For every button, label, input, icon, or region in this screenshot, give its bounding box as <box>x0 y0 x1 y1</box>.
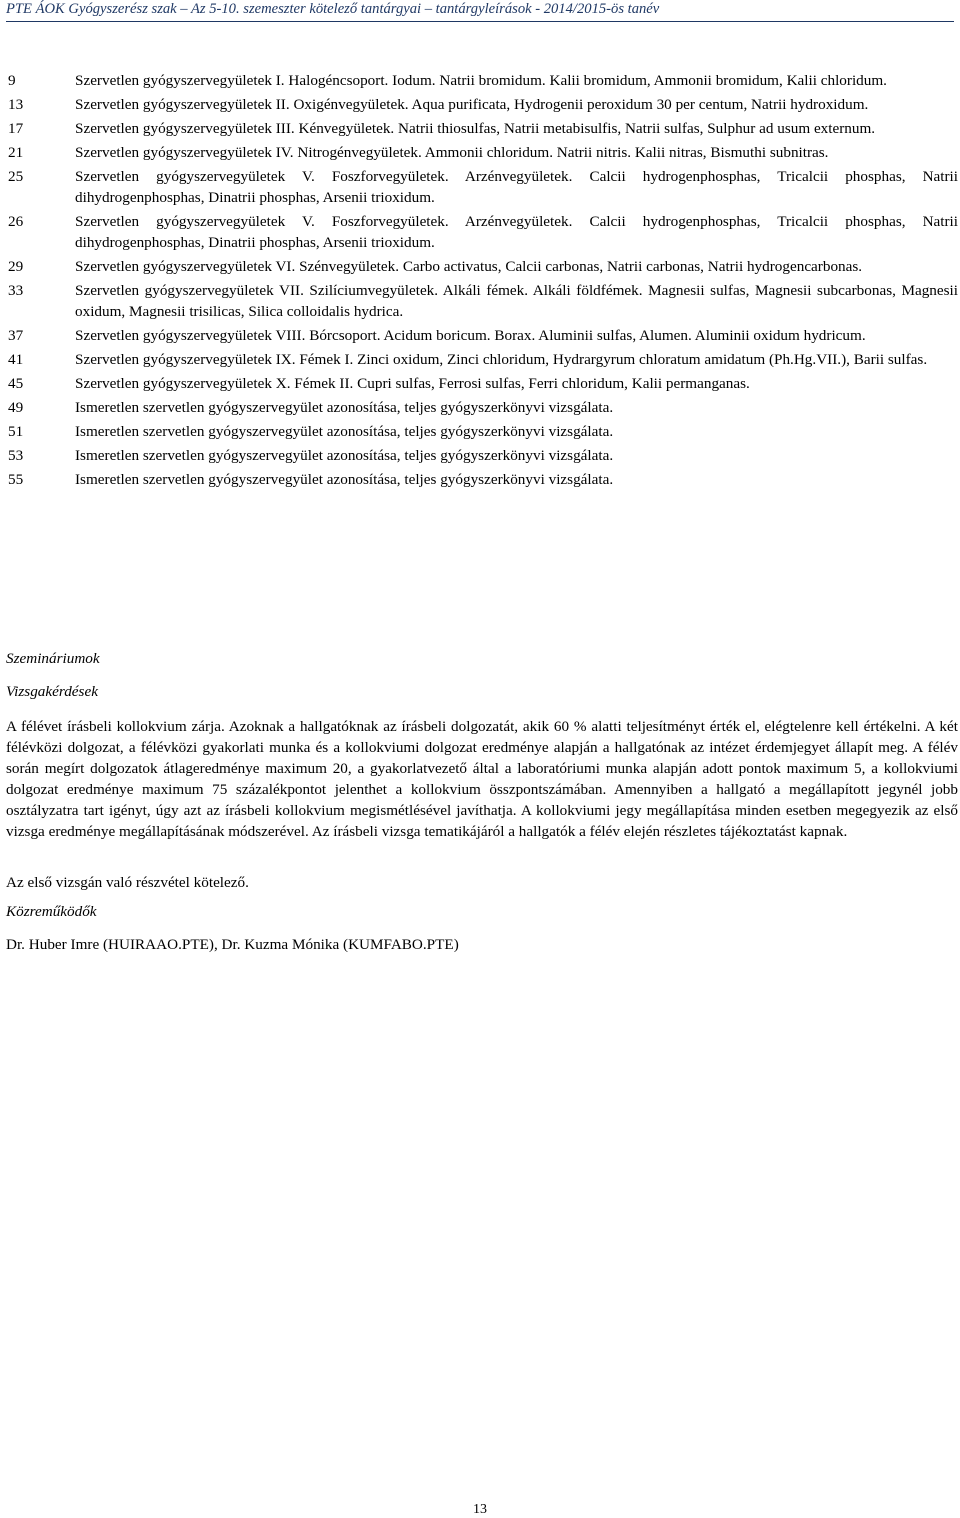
topic-text: Szervetlen gyógyszervegyületek V. Foszforvegyületek. Arzénvegyületek. Calcii hydrogenphosphas, Tricalcii phosphas, Natrii dihydrogenphosphas, Dinatrii phosphas, Arsenii trioxidum. <box>75 213 958 251</box>
week-number: 33 <box>8 282 24 299</box>
schedule-list <box>8 70 958 493</box>
attendance-paragraph: Az első vizsgán való részvétel kötelező. <box>6 874 249 891</box>
topic-text: Szervetlen gyógyszervegyületek I. Halogéncsoport. Iodum. Natrii bromidum. Kalii bromidum, Ammonii bromidum, Kalii chloridum. <box>75 72 887 89</box>
list-item <box>8 325 958 346</box>
page-number: 13 <box>473 1502 487 1517</box>
week-number: 53 <box>8 447 24 464</box>
assessment-paragraph: A félévet írásbeli kollokvium zárja. Azoknak a hallgatóknak az írásbeli dolgozatát, akik 60 % alatti teljesítményt érték el, elégtelenre kell értékelni. A két félévközi dolgozat, a félévközi gyakorlati munka és a kollokviumi dolgozat eredménye alapján a hallgatónak az intézet érdemjegyet állapít meg. A félév során megírt dolgozatok átlageredménye maximum 20, a gyakorlatvezető által a laboratóriumi munka alapján adott pontok maximum 5, a kollokviumi dolgozat eredménye maximum 75 százalékpontot jelenthet a kollokvium összpontszámában. Amennyiben a hallgató a megállapított jegynél jobb osztályzatra tart igényt, úgy azt az írásbeli kollokvium megismétlésével javíthatja. A kollokviumi jegy megállapítása minden esetben megegyezik az első vizsga eredménye megállapításának módszerével. Az írásbeli vizsga tematikájáról a hallgatók a félév elején részletes tájékoztatást kapnak. <box>6 718 958 840</box>
week-number: 25 <box>8 168 24 185</box>
list-item <box>8 211 958 253</box>
list-item <box>8 445 958 466</box>
list-item <box>8 166 958 208</box>
topic-text: Ismeretlen szervetlen gyógyszervegyület azonosítása, teljes gyógyszerkönyvi vizsgálata. <box>75 471 614 488</box>
header-rule <box>6 21 954 22</box>
week-number: 29 <box>8 258 24 275</box>
list-item <box>8 280 958 322</box>
running-header: PTE ÁOK Gyógyszerész szak – Az 5-10. szemeszter kötelező tantárgyai – tantárgyleírások - 2014/2015-ös tanév <box>6 1 660 17</box>
list-item <box>8 469 958 490</box>
list-item <box>8 349 958 370</box>
section-seminars: Szemináriumok <box>6 650 100 667</box>
topic-text: Ismeretlen szervetlen gyógyszervegyület azonosítása, teljes gyógyszerkönyvi vizsgálata. <box>75 423 614 440</box>
topic-text: Szervetlen gyógyszervegyületek VII. Szilíciumvegyületek. Alkáli fémek. Alkáli földfémek. Magnesii sulfas, Magnesii subcarbonas, Magnesii oxidum, Magnesii trisilicas, Silica colloidalis hydrica. <box>75 282 958 320</box>
topic-text: Szervetlen gyógyszervegyületek II. Oxigénvegyületek. Aqua purificata, Hydrogenii peroxidum 30 per centum, Natrii hydroxidum. <box>75 96 869 113</box>
week-number: 55 <box>8 471 24 488</box>
week-number: 37 <box>8 327 24 344</box>
week-number: 41 <box>8 351 24 368</box>
list-item <box>8 142 958 163</box>
week-number: 45 <box>8 375 24 392</box>
section-exam-questions: Vizsgakérdések <box>6 683 98 700</box>
week-number: 17 <box>8 120 24 137</box>
list-item <box>8 421 958 442</box>
topic-text: Ismeretlen szervetlen gyógyszervegyület azonosítása, teljes gyógyszerkönyvi vizsgálata. <box>75 447 614 464</box>
topic-text: Ismeretlen szervetlen gyógyszervegyület azonosítása, teljes gyógyszerkönyvi vizsgálata. <box>75 399 614 416</box>
list-item <box>8 373 958 394</box>
topic-text: Szervetlen gyógyszervegyületek IX. Fémek I. Zinci oxidum, Zinci chloridum, Hydrargyrum chloratum amidatum (Ph.Hg.VII.), Barii sulfas. <box>75 351 928 368</box>
topic-text: Szervetlen gyógyszervegyületek VI. Szénvegyületek. Carbo activatus, Calcii carbonas, Natrii carbonas, Natrii hydrogencarbonas. <box>75 258 863 275</box>
topic-text: Szervetlen gyógyszervegyületek X. Fémek II. Cupri sulfas, Ferrosi sulfas, Ferri chloridum, Kalii permanganas. <box>75 375 750 392</box>
list-item <box>8 118 958 139</box>
topic-text: Szervetlen gyógyszervegyületek III. Kénvegyületek. Natrii thiosulfas, Natrii metabisulfis, Natrii sulfas, Sulphur ad usum externum. <box>75 120 876 137</box>
topic-text: Szervetlen gyógyszervegyületek IV. Nitrogénvegyületek. Ammonii chloridum. Natrii nitris. Kalii nitras, Bismuthi subnitras. <box>75 144 829 161</box>
list-item <box>8 94 958 115</box>
topic-text: Szervetlen gyógyszervegyületek VIII. Bórcsoport. Acidum boricum. Borax. Aluminii sulfas, Alumen. Aluminii oxidum hydricum. <box>75 327 866 344</box>
list-item <box>8 256 958 277</box>
list-item <box>8 397 958 418</box>
week-number: 51 <box>8 423 24 440</box>
week-number: 9 <box>8 72 16 89</box>
week-number: 13 <box>8 96 24 113</box>
section-contributors: Közreműködők <box>6 903 97 920</box>
week-number: 21 <box>8 144 24 161</box>
topic-text: Szervetlen gyógyszervegyületek V. Foszforvegyületek. Arzénvegyületek. Calcii hydrogenphosphas, Tricalcii phosphas, Natrii dihydrogenphosphas, Dinatrii phosphas, Arsenii trioxidum. <box>75 168 958 206</box>
week-number: 26 <box>8 213 24 230</box>
week-number: 49 <box>8 399 24 416</box>
list-item <box>8 70 958 91</box>
contributors-names: Dr. Huber Imre (HUIRAAO.PTE), Dr. Kuzma Mónika (KUMFABO.PTE) <box>6 936 459 953</box>
